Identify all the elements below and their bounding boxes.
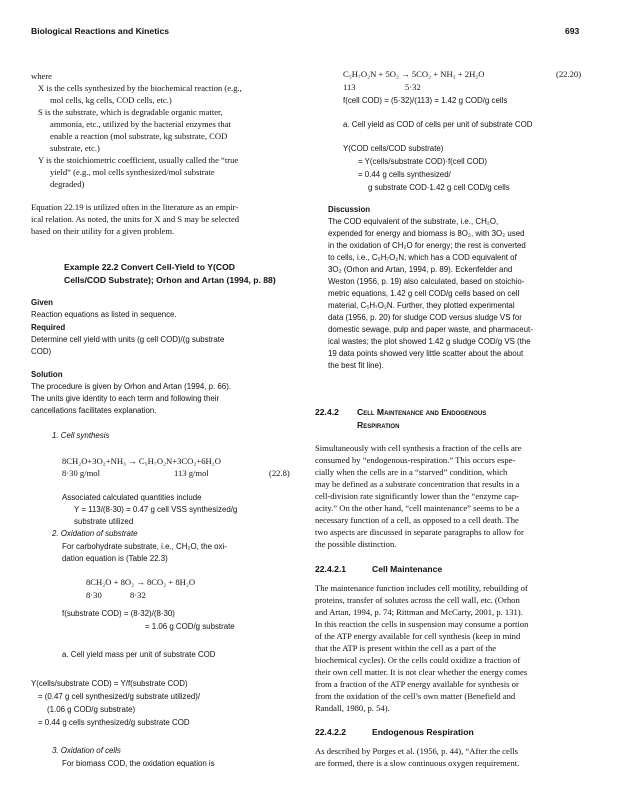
equation: f(cell COD) = (5·32)/(113) = 1.42 g COD/g cells [343, 96, 508, 105]
equation-label: 113 g/mol [174, 468, 209, 478]
text-line: substrate utilized [74, 517, 134, 526]
equation-number: (22.8) [269, 468, 290, 478]
text-line: acity.” On the other hand, “cell maintenance” seems to be a [315, 503, 520, 513]
equation: = 0.44 g cells synthesized/ [358, 170, 451, 179]
equation: C₅H₇O₂N + 5O₂ → 5CO₂ + NH₃ + 2H₂O [343, 69, 485, 79]
equation: g substrate COD·1.42 g cell COD/g cells [368, 183, 510, 192]
text-line: based on their utility for a given problem. [31, 226, 175, 236]
text-line: that the ATP is present within the cell as a part of the [315, 643, 497, 653]
section-heading: Cell Maintenance [372, 564, 443, 574]
text-line: a. Cell yield as COD of cells per unit of substrate COD [343, 120, 533, 129]
text-line: dation equation is (Table 22.3) [62, 554, 168, 563]
equation-number: (22.20) [556, 69, 582, 79]
section-heading: Endogenous Respiration [372, 727, 474, 737]
text-line: of the ATP energy available for cell synthesis (keep in mind [315, 631, 521, 641]
section-label: Discussion [328, 205, 371, 214]
text-line: S is the substrate, which is degradable organic matter, [38, 107, 223, 117]
text-line: Determine cell yield with units (g cell COD)/(g substrate [31, 335, 225, 344]
text-line: As described by Porges et al. (1956, p. 44), “After the cells [315, 746, 518, 756]
equation: = 0.44 g cells synthesized/g substrate COD [38, 718, 190, 727]
text-line: consumed by “endogenous-respiration.” This occurs espe- [315, 455, 516, 465]
text-line: necessary function of a cell, as opposed to a cell death. The [315, 515, 519, 525]
text-line: In this reaction the cells in suspension may consume a portion [315, 619, 529, 629]
text-line: biochemical cycles). Or the cells could oxidize a fraction of [315, 655, 521, 665]
text-line: domestic sewage, pulp and paper waste, and pharmaceut- [328, 325, 533, 334]
section-number: 22.4.2.2 [315, 727, 347, 737]
text-line: ical relation. As noted, the units for X and S may be selected [31, 214, 240, 224]
section-label: Solution [31, 370, 63, 379]
text-line: For carbohydrate substrate, i.e., CH₂O, the oxi- [62, 542, 227, 551]
text-line: ical wastes; the plot showed 1.42 g sludge COD/g VS (the [328, 337, 531, 346]
text-line: and Artan, 1994, p. 74; Rittman and McCarty, 2001, p. 131). [315, 607, 523, 617]
equation-label: 113 [343, 82, 356, 92]
text-line: mol cells, kg cells, COD cells, etc.) [50, 95, 172, 105]
text-line: Reaction equations as listed in sequence. [31, 310, 177, 319]
text-line: COD) [31, 347, 52, 356]
section-label: Required [31, 323, 66, 332]
text-line: metric equations, 1.42 g cell COD/g cells based on cell [328, 289, 520, 298]
text-line: 3O₂ (Orhon and Artan, 1994, p. 89). Eckenfelder and [328, 265, 513, 274]
page-number: 693 [565, 26, 580, 36]
list-item: 3. Oxidation of cells [52, 746, 121, 755]
equation: 8CH₂O+3O₂+NH₃ → C₅H₇O₂N+3CO₂+6H₂O [62, 456, 221, 466]
equation: 8CH₂O + 8O₂ → 8CO₂ + 8H₂O [86, 577, 196, 587]
text-line: The maintenance function includes cell motility, rebuilding of [315, 583, 528, 593]
text-line: cancellations facilitates explanation. [31, 406, 157, 415]
text-line: For biomass COD, the oxidation equation is [62, 759, 215, 768]
list-item: 1. Cell synthesis [52, 431, 110, 440]
text-line: The units give identity to each term and following their [31, 394, 220, 403]
equation: (1.06 g COD/g substrate) [47, 705, 136, 714]
text-line: substrate, etc.) [50, 143, 100, 153]
text-line: The COD equivalent of the substrate, i.e., CH₂O, [328, 217, 499, 226]
text-line: a. Cell yield mass per unit of substrate COD [62, 650, 216, 659]
equation-label: 8·30 [86, 590, 102, 600]
text-line: are formed, there is a slow continuous oxygen requirement. [315, 758, 520, 768]
text-line: two aspects are discussed in separate paragraphs to allow for [315, 527, 524, 537]
text-line: proteins, transfer of solutes across the cell wall, etc. (Orhon [315, 595, 520, 605]
equation: = Y(cells/substrate COD)·f(cell COD) [358, 157, 487, 166]
example-title: Example 22.2 Convert Cell-Yield to Y(COD [64, 262, 235, 272]
text-line: The procedure is given by Orhon and Artan (1994, p. 66). [31, 382, 232, 391]
equation-label: 8·30 g/mol [62, 468, 100, 478]
text-line: Randall, 1980, p. 54). [315, 703, 390, 713]
equation-label: 5·32 [405, 82, 421, 92]
list-item: 2. Oxidation of substrate [52, 529, 138, 538]
text-line: cell-division rate significantly lower than the “enzyme cap- [315, 491, 520, 501]
text-line: X is the cells synthesized by the biochemical reaction (e.g., [38, 83, 242, 93]
equation: = 1.06 g COD/g substrate [145, 622, 235, 631]
text-line: Y = 113/(8·30) = 0.47 g cell VSS synthesized/g [74, 505, 238, 514]
text-line: the possible distinction. [315, 539, 397, 549]
text-line: Simultaneously with cell synthesis a fraction of the cells are [315, 443, 522, 453]
running-title: Biological Reactions and Kinetics [31, 26, 170, 36]
text-line: expended for energy and biomass is 8O₂, with 3O₂ used [328, 229, 525, 238]
example-title: Cells/COD Substrate); Orhon and Artan (1994, p. 88) [64, 275, 276, 285]
text-line: ammonia, etc., utilized by the bacterial enzymes that [50, 119, 231, 129]
text-line: Y is the stoichiometric coefficient, usually called the “true [38, 155, 239, 165]
section-number: 22.4.2 [315, 407, 339, 417]
text-line: cially when the cells are in a “starved” condition, which [315, 467, 508, 477]
text-line: may be defined as a substrate concentration that results in a [315, 479, 520, 489]
text-line: to cells, i.e., C₅H₇O₂N, which has a COD equivalent of [328, 253, 517, 262]
section-heading: Cell Maintenance and Endogenous [357, 407, 487, 417]
text-line: degraded) [50, 179, 85, 189]
text-line: Associated calculated quantities include [62, 493, 202, 502]
text-line: yield” (e.g., mol cells synthesized/mol substrate [50, 167, 215, 177]
equation-label: 8·32 [130, 590, 146, 600]
text-line: from the oxidation of the cell’s own matter (Benefield and [315, 691, 516, 701]
text-line: where [31, 71, 52, 81]
section-heading: Respiration [357, 420, 400, 430]
section-number: 22.4.2.1 [315, 564, 347, 574]
text-line: Weston (1956, p. 19) also calculated, based on stoichio- [328, 277, 525, 286]
text-line: enable a reaction (mol substrate, kg substrate, COD [50, 131, 228, 141]
equation: Y(cells/substrate COD) = Y/f(substrate COD) [31, 679, 188, 688]
text-line: the best fit line). [328, 361, 384, 370]
text-line: in the oxidation of CH₂O for energy; the rest is converted [328, 241, 526, 250]
text-line: Equation 22.19 is utilized often in the literature as an empir- [31, 202, 239, 212]
equation: f(substrate COD) = (8·32)/(8·30) [62, 609, 175, 618]
equation: Y(COD cells/COD substrate) [343, 144, 444, 153]
equation: = (0.47 g cell synthesized/g substrate utilized)/ [38, 692, 201, 701]
text-line: material, C₅H₇O₂N. Further, they plotted experimental [328, 301, 515, 310]
text-line: 19 data points showed very little scatter about the about [328, 349, 524, 358]
text-line: data (1956, p. 20) for sludge COD versus sludge VS for [328, 313, 522, 322]
section-label: Given [31, 298, 53, 307]
text-line: their own cell matter. It is not clear whether the energy comes [315, 667, 528, 677]
text-line: from a fraction of the ATP energy available for synthesis or [315, 679, 519, 689]
